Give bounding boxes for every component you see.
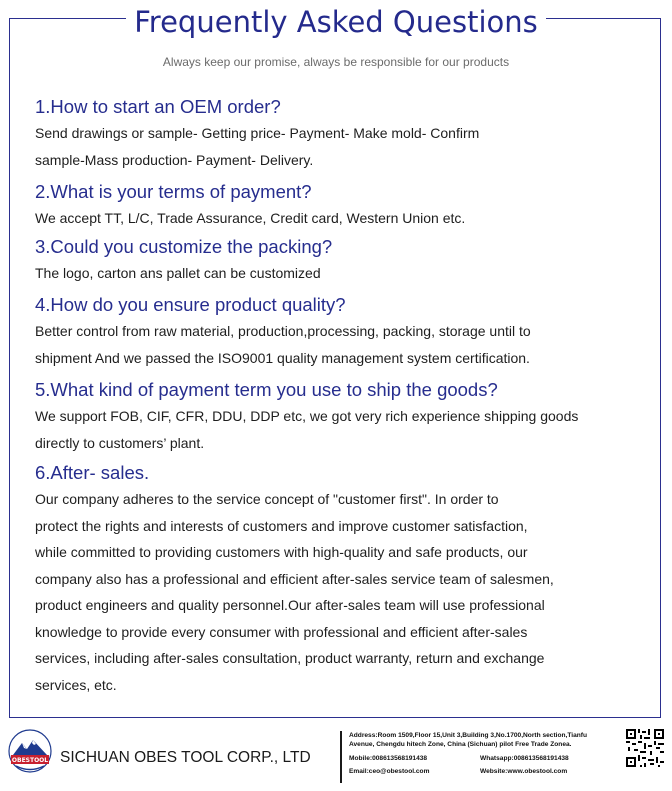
faq-answer-line: while committed to providing customers with high-quality and safe products, our	[35, 544, 528, 560]
faq-answer-line: We support FOB, CIF, CFR, DDU, DDP etc, we got very rich experience shipping goods	[35, 408, 579, 424]
footer	[0, 722, 672, 791]
faq-answer-line: shipment And we passed the ISO9001 quality management system certification.	[35, 349, 530, 366]
mobile-text: Mobile:008613568191438	[349, 755, 428, 762]
faq-question: 5.What kind of payment term you use to ship the goods?	[35, 379, 498, 400]
faq-question: 1.How to start an OEM order?	[35, 96, 281, 117]
faq-answer-line: services, etc.	[35, 676, 117, 693]
faq-item	[35, 94, 635, 173]
company-name: SICHUAN OBES TOOL CORP., LTD	[60, 749, 311, 766]
qr-code-icon	[626, 729, 664, 767]
faq-answer-line: product engineers and quality personnel.Our after-sales team will use professional	[35, 597, 545, 613]
footer-divider	[340, 731, 342, 783]
faq-list	[35, 94, 635, 698]
address-line: Avenue, Chengdu hitech Zone, China (Sichuan) pilot Free Trade Zonea.	[349, 740, 572, 748]
faq-item	[35, 179, 635, 232]
faq-question: 4.How do you ensure product quality?	[35, 294, 346, 315]
faq-answer-line: sample-Mass production- Payment- Delivery.	[35, 151, 314, 168]
contact-block	[349, 732, 621, 749]
page-title: Frequently Asked Questions	[126, 2, 546, 42]
faq-answer-line: knowledge to provide every consumer with professional and efficient after-sales	[35, 623, 528, 640]
faq-item	[35, 460, 635, 698]
faq-item	[35, 377, 635, 456]
faq-question: 2.What is your terms of payment?	[35, 181, 312, 202]
logo-text: OBESTOOL	[11, 757, 49, 764]
faq-question: 3.Could you customize the packing?	[35, 235, 333, 257]
faq-question: 6.After- sales.	[35, 462, 150, 483]
faq-answer-line: We accept TT, L/C, Trade Assurance, Credit card, Western Union etc.	[35, 210, 466, 226]
faq-answer-line: Better control from raw material, production,processing, packing, storage until to	[35, 323, 531, 339]
faq-answer-line: The logo, carton ans pallet can be customized	[35, 264, 321, 281]
company-logo-icon	[8, 729, 52, 773]
faq-answer-line: Send drawings or sample- Getting price- Payment- Make mold- Confirm	[35, 125, 480, 141]
faq-answer-line: company also has a professional and efficient after-sales service team of salesmen,	[35, 570, 554, 587]
faq-answer-line: directly to customers’ plant.	[35, 434, 205, 451]
faq-item	[35, 234, 635, 287]
email-text: Email:ceo@obestool.com	[349, 768, 430, 775]
faq-answer-line: protect the rights and interests of customers and improve customer satisfaction,	[35, 517, 528, 534]
faq-item	[35, 292, 635, 371]
address-line: Address:Room 1509,Floor 15,Unit 3,Building 3,No.1700,North section,Tianfu	[349, 732, 588, 739]
faq-answer-line: Our company adheres to the service concept of "customer first". In order to	[35, 491, 499, 507]
whatsapp-text: Whatsapp:008613568191438	[480, 755, 569, 762]
title-wrap	[0, 2, 672, 42]
website-text: Website:www.obestool.com	[480, 768, 568, 775]
page-subtitle: Always keep our promise, always be responsible for our products	[162, 55, 510, 69]
faq-answer-line: services, including after-sales consultation, product warranty, return and exchange	[35, 650, 545, 666]
